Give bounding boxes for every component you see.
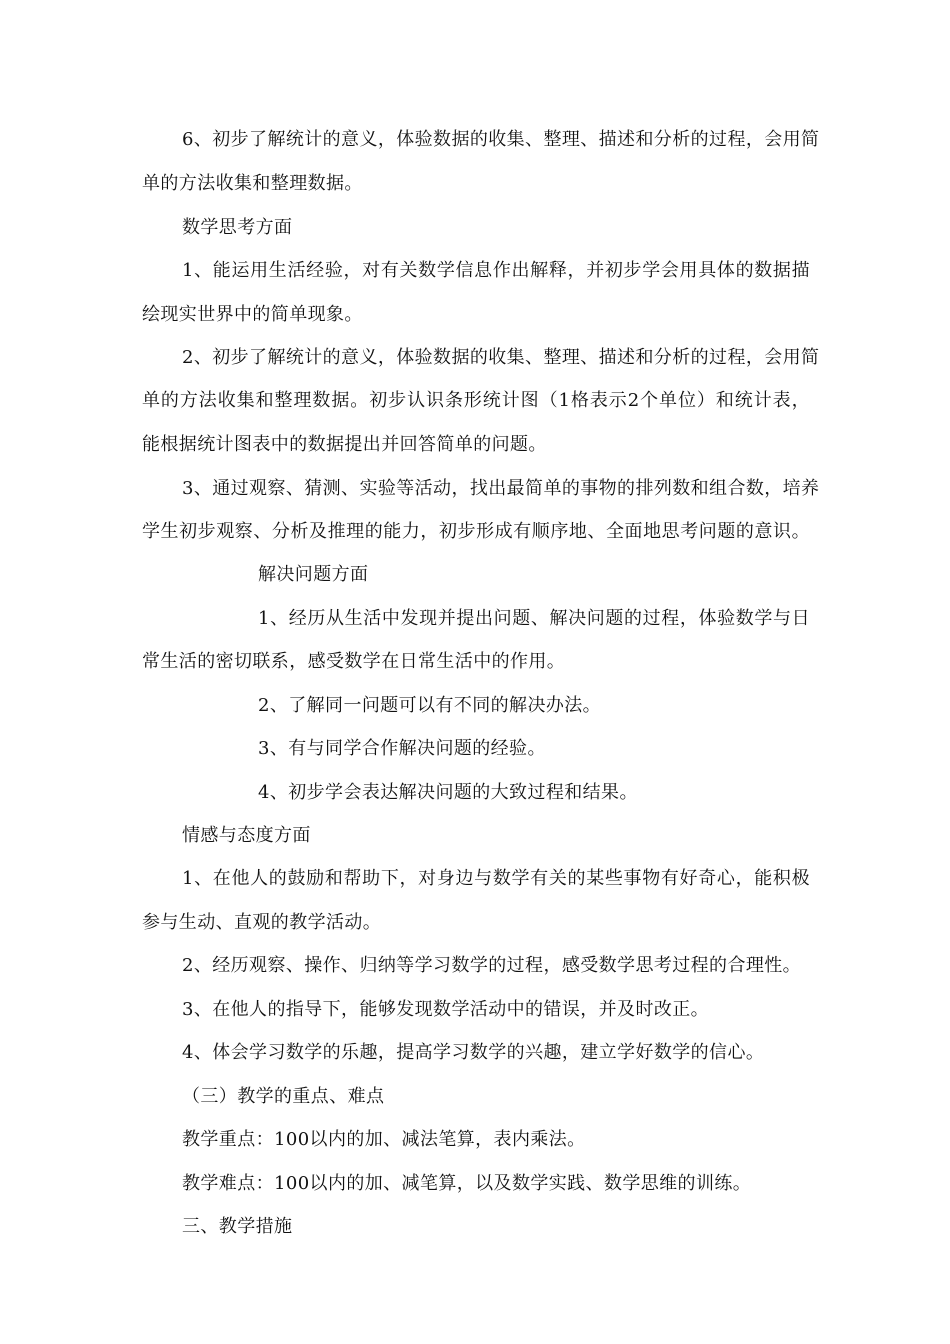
section-heading: （三）教学的重点、难点 (182, 1086, 385, 1107)
paragraph-line: 3、通过观察、猜测、实验等活动，找出最简单的事物的排列数和组合数，培养 (182, 478, 820, 499)
paragraph-line: 2、初步了解统计的意义，体验数据的收集、整理、描述和分析的过程，会用简 (182, 347, 820, 368)
paragraph-line: 3、有与同学合作解决问题的经验。 (258, 738, 546, 759)
paragraph-line: 能根据统计图表中的数据提出并回答简单的问题。 (142, 434, 547, 455)
paragraph-line: 2、经历观察、操作、归纳等学习数学的过程，感受数学思考过程的合理性。 (182, 955, 802, 976)
paragraph-line: 6、初步了解统计的意义，体验数据的收集、整理、描述和分析的过程，会用简 (182, 129, 820, 150)
section-heading: 数学思考方面 (182, 217, 293, 238)
section-heading: 三、教学措施 (182, 1216, 293, 1237)
paragraph-line: 4、体会学习数学的乐趣，提高学习数学的兴趣，建立学好数学的信心。 (182, 1042, 765, 1063)
paragraph-line: 教学重点：100以内的加、减法笔算，表内乘法。 (182, 1129, 586, 1150)
paragraph-line: 绘现实世界中的简单现象。 (142, 304, 363, 325)
paragraph-line: 2、了解同一问题可以有不同的解决办法。 (258, 695, 602, 716)
paragraph-line: 单的方法收集和整理数据。 (142, 173, 363, 194)
paragraph-line: 常生活的密切联系，感受数学在日常生活中的作用。 (142, 651, 566, 672)
paragraph-line: 1、能运用生活经验，对有关数学信息作出解释，并初步学会用具体的数据描 (182, 260, 810, 281)
section-heading: 解决问题方面 (258, 564, 369, 585)
paragraph-line: 1、经历从生活中发现并提出问题、解决问题的过程，体验数学与日 (258, 608, 810, 629)
paragraph-line: 单的方法收集和整理数据。初步认识条形统计图（1格表示2个单位）和统计表， (142, 390, 810, 411)
section-heading: 情感与态度方面 (182, 825, 311, 846)
paragraph-line: 4、初步学会表达解决问题的大致过程和结果。 (258, 782, 638, 803)
paragraph-line: 学生初步观察、分析及推理的能力，初步形成有顺序地、全面地思考问题的意识。 (142, 521, 810, 542)
paragraph-line: 3、在他人的指导下，能够发现数学活动中的错误，并及时改正。 (182, 999, 710, 1020)
paragraph-line: 教学难点：100以内的加、减笔算，以及数学实践、数学思维的训练。 (182, 1173, 752, 1194)
paragraph-line: 参与生动、直观的教学活动。 (142, 912, 382, 933)
paragraph-line: 1、在他人的鼓励和帮助下，对身边与数学有关的某些事物有好奇心，能积极 (182, 868, 810, 889)
